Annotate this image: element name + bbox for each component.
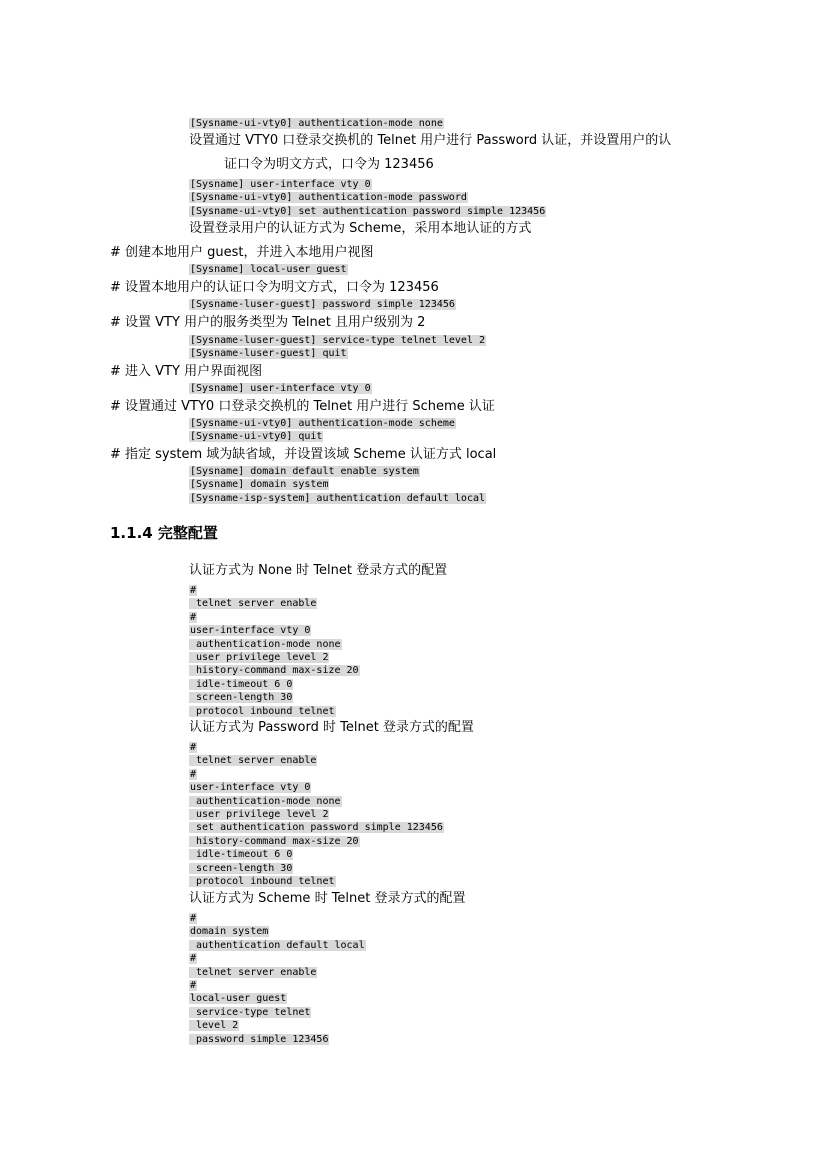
step-scheme-auth: # 设置通过 VTY0 口登录交换机的 Telnet 用户进行 Scheme 认证 — [110, 399, 495, 414]
code-line-text: user privilege level 2 — [190, 808, 329, 820]
code-line — [189, 835, 444, 848]
code-line — [189, 664, 360, 677]
code-line-text: [Sysname-isp-system] authentication default local — [190, 492, 486, 504]
code-line-text: authentication-mode none — [190, 795, 341, 807]
code-line-text: telnet server enable — [190, 598, 317, 610]
code-block-7 — [189, 417, 456, 444]
code-line-text: user-interface vty 0 — [190, 625, 311, 637]
code-line — [189, 821, 444, 834]
code-line — [189, 638, 360, 651]
code-line-text: local-user guest — [190, 993, 287, 1005]
code-line-text: [Sysname-ui-vty0] set authentication password simple 123456 — [190, 205, 546, 217]
paragraph-password-auth: 设置通过 VTY0 口登录交换机的 Telnet 用户进行 Password 认证，并设置用户的认 — [189, 133, 672, 148]
code-line — [189, 347, 486, 360]
code-line-text: idle-timeout 6 0 — [190, 849, 293, 861]
code-line-text: [Sysname] user-interface vty 0 — [190, 179, 371, 190]
code-line — [189, 191, 546, 204]
code-line — [189, 478, 486, 491]
step-create-local-user: # 创建本地用户 guest，并进入本地用户视图 — [110, 245, 374, 260]
code-line-text: idle-timeout 6 0 — [190, 678, 293, 690]
section-heading: 1.1.4 完整配置 — [110, 524, 218, 542]
code-line-text: [Sysname-luser-guest] quit — [190, 348, 347, 360]
code-line — [189, 795, 444, 808]
code-line — [189, 597, 360, 610]
code-line — [189, 741, 444, 754]
code-line-text: # — [190, 585, 197, 596]
code-line-text: # — [190, 768, 197, 780]
code-line — [189, 754, 444, 767]
code-line — [189, 298, 456, 311]
code-line-text: screen-length 30 — [190, 692, 293, 704]
code-line — [189, 925, 366, 938]
code-line-text: domain system — [190, 926, 269, 938]
code-line-text: [Sysname] domain default enable system — [190, 466, 419, 477]
code-line — [189, 979, 366, 992]
code-line — [189, 465, 486, 478]
code-block-5 — [189, 334, 486, 361]
code-line-text: [Sysname] local-user guest — [190, 264, 347, 275]
code-line-text: telnet server enable — [190, 755, 317, 767]
code-line-text: # — [190, 979, 197, 991]
code-line-text: history-command max-size 20 — [190, 665, 359, 677]
code-line-text: # — [190, 742, 197, 753]
caption-password-config: 认证方式为 Password 时 Telnet 登录方式的配置 — [189, 720, 474, 735]
code-line-text: [Sysname-ui-vty0] authentication-mode none — [190, 118, 443, 129]
code-line — [189, 584, 360, 597]
code-line — [189, 678, 360, 691]
code-line — [189, 875, 444, 888]
code-line-text: [Sysname-ui-vty0] authentication-mode password — [190, 192, 467, 204]
code-line — [189, 417, 456, 430]
code-line — [189, 1019, 366, 1032]
code-line-text: password simple 123456 — [190, 1033, 329, 1045]
code-line-text: [Sysname] user-interface vty 0 — [190, 383, 371, 394]
code-line — [189, 939, 366, 952]
code-line — [189, 1006, 366, 1019]
code-block-3 — [189, 263, 348, 276]
code-line — [189, 263, 348, 276]
code-line-text: # — [190, 913, 197, 924]
code-line-text: protocol inbound telnet — [190, 705, 335, 717]
code-line-text: authentication default local — [190, 939, 365, 951]
code-line-text: [Sysname-ui-vty0] quit — [190, 431, 323, 443]
code-block-2 — [189, 178, 546, 218]
paragraph-scheme-auth: 设置登录用户的认证方式为 Scheme，采用本地认证的方式 — [189, 221, 532, 236]
code-block-none-config — [189, 584, 360, 718]
code-block-6 — [189, 382, 372, 395]
code-block-1 — [189, 117, 444, 130]
step-enter-vty: # 进入 VTY 用户界面视图 — [110, 364, 263, 379]
code-line-text: [Sysname] domain system — [190, 479, 329, 491]
code-line-text: [Sysname-ui-vty0] authentication-mode scheme — [190, 418, 455, 429]
code-line-text: # — [190, 611, 197, 623]
step-service-type: # 设置 VTY 用户的服务类型为 Telnet 且用户级别为 2 — [110, 315, 426, 330]
code-line — [189, 912, 366, 925]
code-line-text: set authentication password simple 123456 — [190, 822, 443, 834]
code-line — [189, 691, 360, 704]
code-line — [189, 117, 444, 130]
code-line — [189, 178, 546, 191]
code-block-8 — [189, 465, 486, 505]
code-line-text: [Sysname-luser-guest] password simple 123456 — [190, 299, 455, 310]
code-block-password-config — [189, 741, 444, 888]
code-line — [189, 492, 486, 505]
code-line — [189, 992, 366, 1005]
code-line-text: user privilege level 2 — [190, 651, 329, 663]
code-line-text: [Sysname-luser-guest] service-type telnet level 2 — [190, 335, 486, 346]
code-line — [189, 430, 456, 443]
code-line — [189, 768, 444, 781]
code-line — [189, 862, 444, 875]
code-line-text: user-interface vty 0 — [190, 782, 311, 794]
code-line — [189, 624, 360, 637]
code-line — [189, 611, 360, 624]
code-line — [189, 848, 444, 861]
code-line-text: service-type telnet — [190, 1006, 311, 1018]
code-line — [189, 382, 372, 395]
code-line — [189, 781, 444, 794]
code-line-text: protocol inbound telnet — [190, 875, 335, 887]
code-line-text: level 2 — [190, 1020, 239, 1032]
step-set-password: # 设置本地用户的认证口令为明文方式，口令为 123456 — [110, 280, 439, 295]
code-line — [189, 651, 360, 664]
code-block-4 — [189, 298, 456, 311]
code-block-scheme-config — [189, 912, 366, 1046]
code-line-text: telnet server enable — [190, 966, 317, 978]
code-line — [189, 205, 546, 218]
step-default-domain: # 指定 system 域为缺省域，并设置该域 Scheme 认证方式 local — [110, 447, 497, 462]
code-line — [189, 705, 360, 718]
code-line — [189, 808, 444, 821]
code-line — [189, 1033, 366, 1046]
code-line — [189, 952, 366, 965]
code-line-text: history-command max-size 20 — [190, 835, 359, 847]
code-line — [189, 966, 366, 979]
caption-scheme-config: 认证方式为 Scheme 时 Telnet 登录方式的配置 — [189, 891, 466, 906]
code-line-text: screen-length 30 — [190, 862, 293, 874]
code-line — [189, 334, 486, 347]
paragraph-password-auth-cont: 证口令为明文方式，口令为 123456 — [224, 157, 434, 172]
code-line-text: authentication-mode none — [190, 638, 341, 650]
caption-none-config: 认证方式为 None 时 Telnet 登录方式的配置 — [189, 563, 448, 578]
code-line-text: # — [190, 953, 197, 965]
